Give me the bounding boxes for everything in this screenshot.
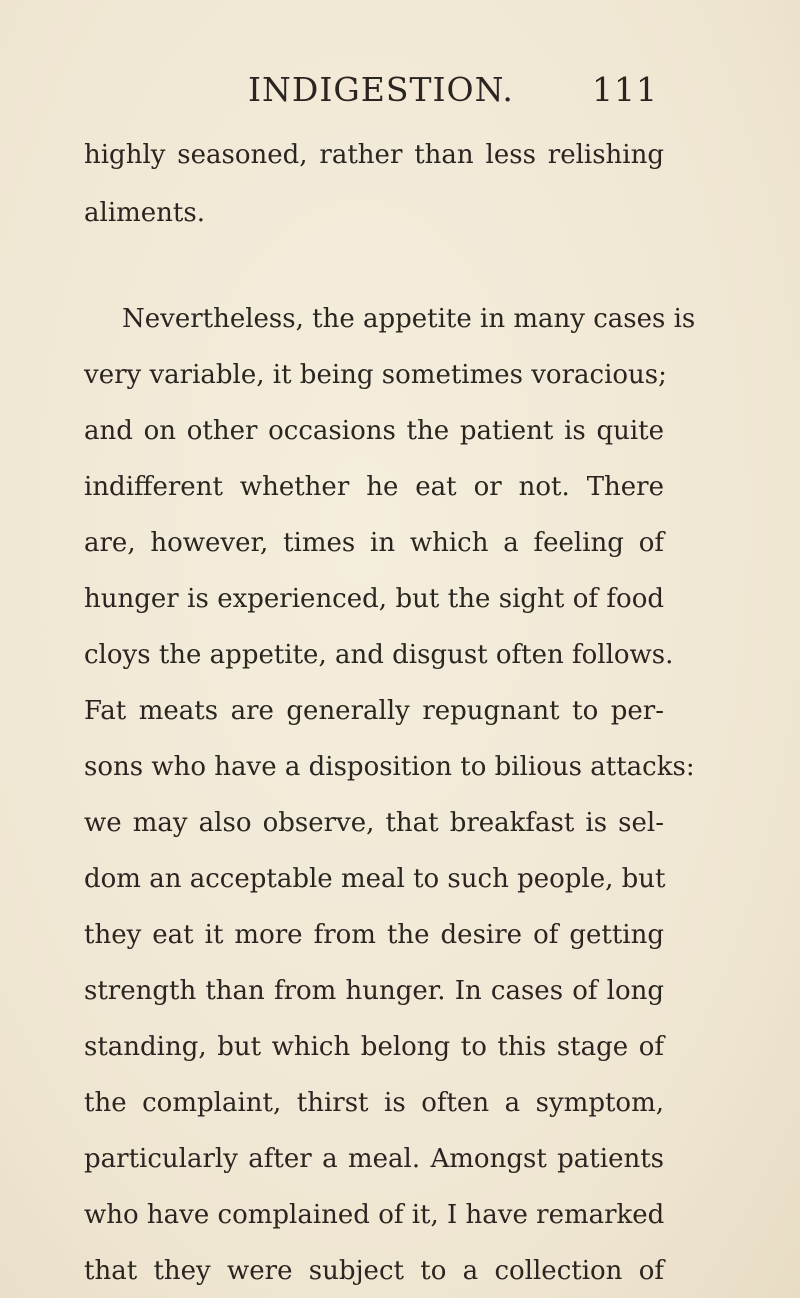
text-line: strength than from hunger. In cases of long (84, 976, 664, 1006)
text-line: hunger is experienced, but the sight of food (84, 584, 664, 614)
text-line: who have complained of it, I have remarked (84, 1200, 665, 1230)
text-line: that they were subject to a collection of (84, 1256, 664, 1286)
running-title: INDIGESTION. (248, 70, 514, 109)
page-number: 111 (592, 70, 658, 109)
text-line: indifferent whether he eat or not. There (84, 472, 664, 502)
text-line: particularly after a meal. Amongst patients (84, 1144, 664, 1174)
text-line: Fat meats are generally repugnant to per- (84, 696, 664, 726)
text-line: aliments. (84, 198, 205, 228)
text-line: they eat it more from the desire of getting (84, 920, 664, 950)
text-line: very variable, it being sometimes voracious; (84, 360, 667, 390)
text-line: cloys the appetite, and disgust often follows. (84, 640, 674, 670)
text-line: standing, but which belong to this stage of (84, 1032, 664, 1062)
text-line: and on other occasions the patient is quite (84, 416, 664, 446)
text-line: highly seasoned, rather than less relishing (84, 140, 664, 170)
text-line: dom an acceptable meal to such people, but (84, 864, 666, 894)
text-line: the complaint, thirst is often a symptom, (84, 1088, 664, 1118)
text-line: we may also observe, that breakfast is sel- (84, 808, 664, 838)
page-header (248, 70, 658, 130)
text-line: Nevertheless, the appetite in many cases is (122, 304, 696, 334)
text-line: are, however, times in which a feeling of (84, 528, 664, 558)
text-line: sons who have a disposition to bilious attacks: (84, 752, 695, 782)
